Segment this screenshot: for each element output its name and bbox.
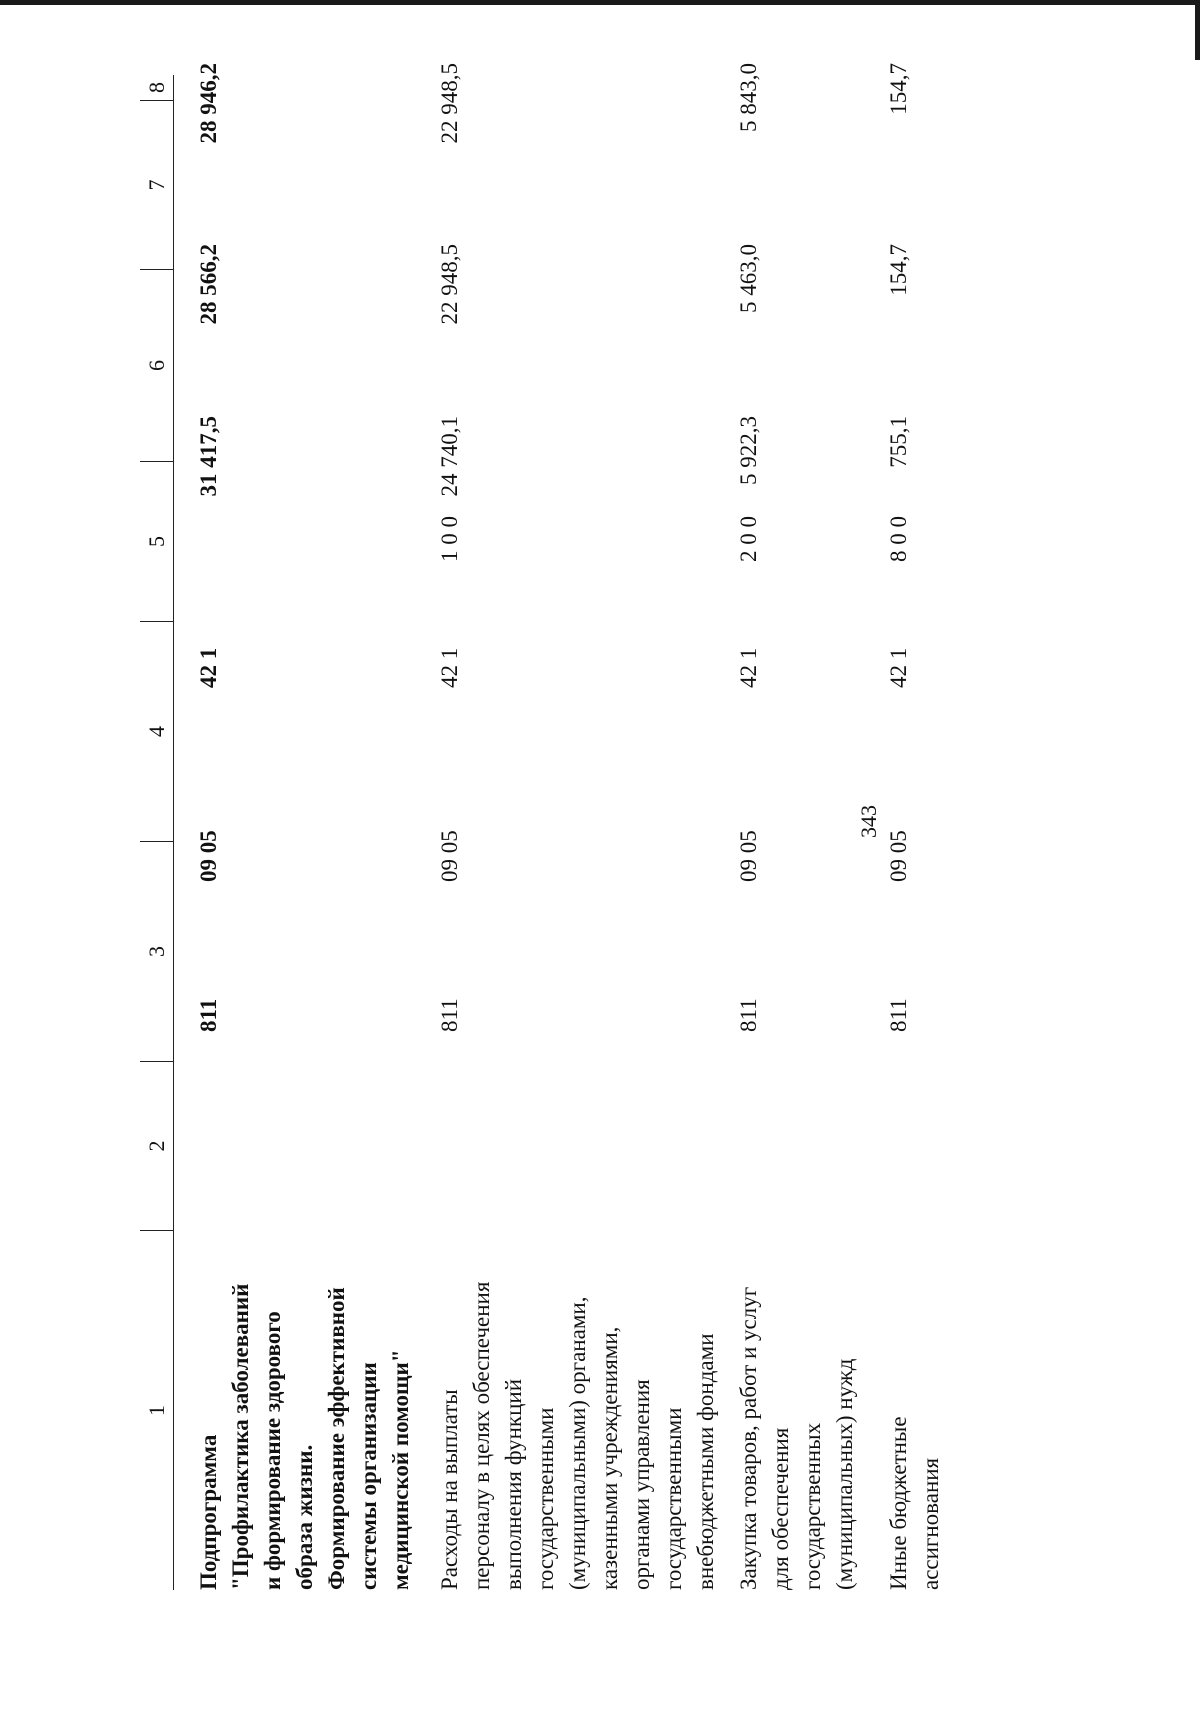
cell-target-code: 42 1 [437,647,462,688]
row-name-line: государственных [800,1422,825,1590]
row-name-line: персоналу в целях обеспечения [469,1281,494,1590]
cell-admin-code: 811 [886,998,911,1032]
cell-target-code: 42 1 [886,647,911,688]
cell-amount-7: 22 948,5 [437,244,462,325]
row-name [883,1260,947,1590]
cell-amount-8: 28 946,2 [196,63,221,144]
row-name-line: внебюджетными фондами [693,1333,718,1590]
scan-border-top [0,0,1200,5]
row-name-line: органами управления [629,1379,654,1590]
row-name-line: системы организации [356,1362,381,1590]
column-header-4: 4 [140,621,173,841]
cell-amount-8: 5 843,0 [736,63,761,132]
row-name-line: Закупка товаров, работ и услуг [736,1286,761,1590]
row-name-line: для обеспечения [768,1427,793,1590]
row-name-line: Расходы на выплаты [437,1389,462,1590]
row-name-line: ассигнования [918,1457,943,1590]
cell-amount-6: 31 417,5 [196,416,221,497]
page-number: 343 [856,805,881,838]
cell-section: 09 05 [736,830,761,882]
row-name [434,1240,722,1590]
cell-amount-6: 24 740,1 [437,416,462,497]
row-name-line: Подпрограмма [196,1434,221,1590]
row-name-line: медицинской помощи" [388,1349,413,1590]
column-header-2: 2 [140,1061,173,1230]
column-header-6: 6 [140,269,173,461]
column-header-8: 8 [143,82,169,93]
cell-expense-type: 8 0 0 [886,516,911,562]
row-name-line: образа жизни. [292,1444,317,1590]
cell-admin-code: 811 [736,998,761,1032]
row-name-line: Иные бюджетные [886,1416,911,1590]
cell-expense-type: 2 0 0 [736,516,761,562]
row-name [193,1260,417,1590]
column-header-1: 1 [140,1230,173,1590]
column-header-3: 3 [140,841,173,1061]
cell-amount-7: 28 566,2 [196,244,221,325]
cell-admin-code: 811 [437,998,462,1032]
cell-amount-7: 154,7 [886,244,911,296]
cell-admin-code: 811 [196,998,221,1032]
cell-section: 09 05 [886,830,911,882]
cell-section: 09 05 [196,830,221,882]
header-rule [173,75,174,1590]
row-name-line: и формирование здорового [260,1311,285,1590]
cell-amount-8: 154,7 [886,63,911,115]
cell-target-code: 42 1 [736,647,761,688]
cell-target-code: 42 1 [196,647,221,688]
row-name-line: (муниципальными) органами, [565,1296,590,1590]
budget-table [140,63,943,1590]
column-header-5: 5 [140,461,173,621]
row-name-line: "Профилактика заболеваний [228,1283,253,1590]
cell-section: 09 05 [437,830,462,882]
column-header-7: 7 [140,100,173,269]
cell-amount-7: 5 463,0 [736,244,761,313]
row-name-line: Формирование эффективной [324,1287,349,1590]
row-name-line: выполнения функций [501,1379,526,1590]
cell-amount-8: 22 948,5 [437,63,462,144]
row-name-line: государственными [661,1407,686,1590]
row-name-line: государственными [533,1407,558,1590]
row-name-line: (муниципальных) нужд [832,1358,857,1590]
scan-border-right [1195,0,1200,60]
cell-amount-6: 5 922,3 [736,416,761,485]
row-name-line: казенными учреждениями, [597,1326,622,1590]
cell-amount-6: 755,1 [886,416,911,468]
cell-expense-type: 1 0 0 [437,516,462,562]
row-name [733,1240,861,1590]
